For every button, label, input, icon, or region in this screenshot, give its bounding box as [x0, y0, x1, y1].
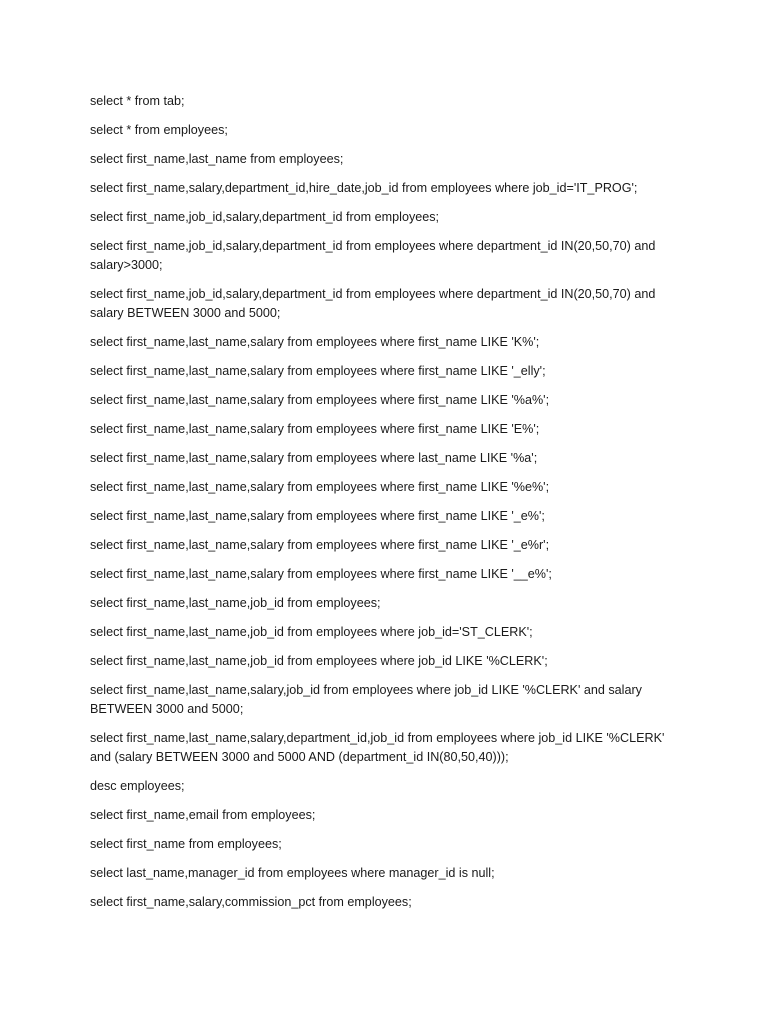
sql-line: select first_name,last_name,salary,job_id from employees where job_id LIKE '%CLERK' and salary BETWEEN 3000 and 5000; — [90, 683, 642, 716]
sql-query-list — [90, 92, 680, 922]
sql-line: select first_name,last_name,salary from employees where first_name LIKE '_elly'; — [90, 364, 546, 378]
sql-line: select first_name,email from employees; — [90, 808, 316, 822]
sql-line: select first_name,last_name,job_id from employees where job_id='ST_CLERK'; — [90, 625, 533, 639]
sql-line: select first_name,last_name,salary from employees where last_name LIKE '%a'; — [90, 451, 538, 465]
sql-line: select first_name,last_name,salary,department_id,job_id from employees where job_id LIKE '%CLERK' and (salary BETWEEN 3000 and 5000 AND (department_id IN(80,50,40))); — [90, 731, 665, 764]
sql-line: select first_name,last_name,salary from employees where first_name LIKE '_e%'; — [90, 509, 545, 523]
sql-line: select first_name,salary,department_id,hire_date,job_id from employees where job_id='IT_PROG'; — [90, 181, 638, 195]
sql-line: select first_name,last_name,salary from employees where first_name LIKE '__e%'; — [90, 567, 552, 581]
sql-line: select first_name,job_id,salary,department_id from employees where department_id IN(20,50,70) and salary BETWEEN 3000 and 5000; — [90, 287, 656, 320]
sql-line: select * from tab; — [90, 94, 185, 108]
sql-line: select first_name,last_name,job_id from employees; — [90, 596, 381, 610]
sql-line: select first_name,last_name,salary from employees where first_name LIKE 'K%'; — [90, 335, 540, 349]
sql-line: select first_name,last_name,salary from employees where first_name LIKE '%a%'; — [90, 393, 550, 407]
sql-line: select first_name,last_name,job_id from employees where job_id LIKE '%CLERK'; — [90, 654, 548, 668]
sql-line: select first_name,last_name,salary from employees where first_name LIKE '%e%'; — [90, 480, 550, 494]
sql-line: desc employees; — [90, 779, 185, 793]
sql-line: select first_name,job_id,salary,department_id from employees; — [90, 210, 440, 224]
sql-line: select first_name,salary,commission_pct from employees; — [90, 895, 412, 909]
sql-line: select first_name,last_name,salary from employees where first_name LIKE '_e%r'; — [90, 538, 550, 552]
sql-line: select first_name,job_id,salary,department_id from employees where department_id IN(20,50,70) and salary>3000; — [90, 239, 656, 272]
sql-line: select last_name,manager_id from employees where manager_id is null; — [90, 866, 495, 880]
sql-line: select first_name,last_name from employees; — [90, 152, 344, 166]
sql-line: select * from employees; — [90, 123, 228, 137]
sql-line: select first_name,last_name,salary from employees where first_name LIKE 'E%'; — [90, 422, 540, 436]
sql-line: select first_name from employees; — [90, 837, 282, 851]
